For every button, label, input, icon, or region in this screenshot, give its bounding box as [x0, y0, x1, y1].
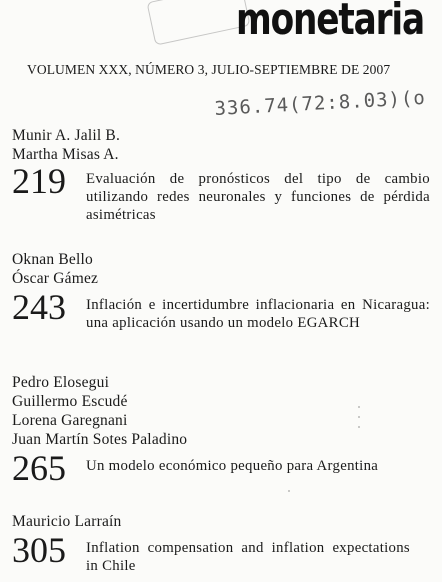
page-number[interactable]: 243 [12, 287, 66, 327]
toc-entry [12, 373, 430, 488]
page-number[interactable]: 305 [12, 530, 66, 570]
article-title[interactable]: Evaluación de pronósticos del tipo de cambio utilizando redes neuronales y funciones de pérdida asimétricas [86, 171, 430, 223]
article-title[interactable]: Un modelo económico pequeño para Argentina [86, 458, 379, 474]
toc-entry [12, 126, 430, 224]
author-name: Guillermo Escudé [12, 393, 128, 410]
author-name: Pedro Elosegui [12, 374, 110, 391]
author-name: Lorena Garegnani [12, 412, 128, 429]
scan-speck [288, 490, 290, 492]
author-name: Munir A. Jalil B. [12, 127, 121, 144]
journal-masthead: monetaria [236, 0, 424, 45]
volume-issue-line: VOLUMEN XXX, NÚMERO 3, JULIO-SEPTIEMBRE DE 2007 [27, 62, 391, 77]
library-stamp [146, 0, 250, 46]
toc-entry [12, 512, 430, 575]
author-name: Mauricio Larraín [12, 513, 122, 530]
scan-speck [358, 416, 360, 418]
scan-speck [358, 426, 360, 428]
page-number[interactable]: 219 [12, 161, 66, 201]
scan-speck [358, 406, 360, 408]
article-title[interactable]: Inflation compensation and inflation expectations in Chile [86, 540, 410, 574]
handwritten-call-number: 336.74(72:8.03)(o [214, 86, 427, 120]
article-title[interactable]: Inflación e incertidumbre inflacionaria en Nicaragua: una aplicación usando un modelo EGARCH [86, 297, 430, 331]
author-name: Juan Martín Sotes Paladino [12, 431, 188, 448]
author-name: Óscar Gámez [12, 270, 99, 287]
page-number[interactable]: 265 [12, 448, 66, 488]
author-name: Oknan Bello [12, 251, 93, 268]
author-name: Martha Misas A. [12, 146, 119, 163]
toc-entry [12, 250, 430, 332]
